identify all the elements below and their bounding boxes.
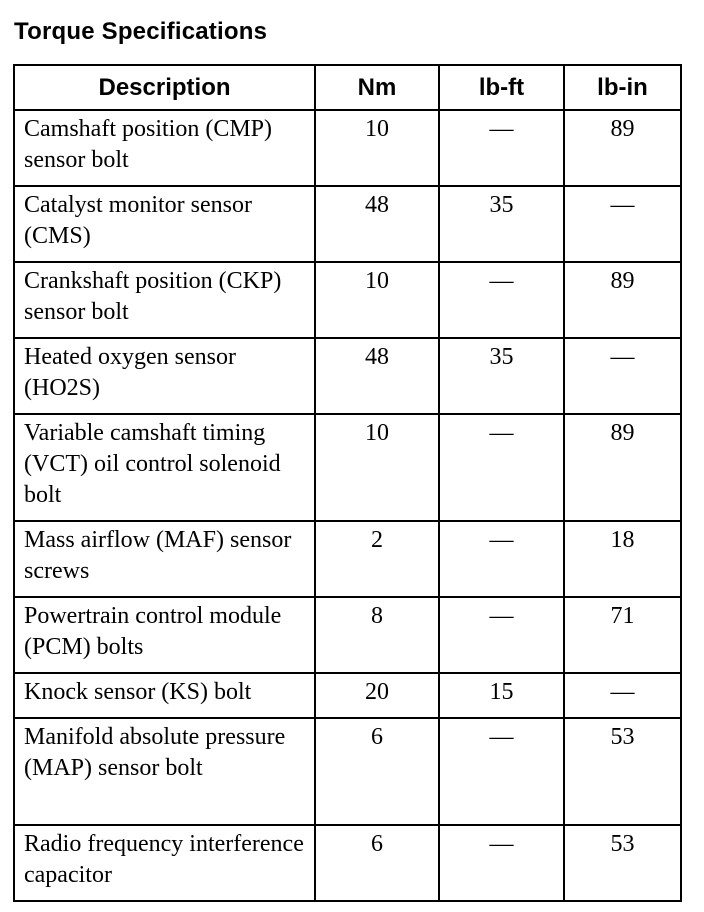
page-title: Torque Specifications	[14, 18, 268, 45]
lb-ft-cell: —	[439, 718, 564, 825]
description-cell: Crankshaft position (CKP) sensor bolt	[14, 262, 315, 338]
nm-cell: 48	[315, 338, 439, 414]
table-row	[14, 414, 681, 521]
lb-ft-cell: —	[439, 597, 564, 673]
lb-ft-cell: —	[439, 262, 564, 338]
nm-cell: 10	[315, 262, 439, 338]
column-header-nm: Nm	[315, 65, 439, 110]
description-cell: Powertrain control module (PCM) bolts	[14, 597, 315, 673]
nm-cell: 8	[315, 597, 439, 673]
table-row	[14, 110, 681, 186]
table-row	[14, 673, 681, 718]
column-header-description: Description	[14, 65, 315, 110]
description-cell: Catalyst monitor sensor (CMS)	[14, 186, 315, 262]
lb-ft-cell: —	[439, 110, 564, 186]
column-header-lb-in: lb-in	[564, 65, 681, 110]
lb-in-cell: 89	[564, 414, 681, 521]
lb-in-cell: —	[564, 186, 681, 262]
lb-ft-cell: —	[439, 521, 564, 597]
nm-cell: 10	[315, 110, 439, 186]
description-cell: Variable camshaft timing (VCT) oil control solenoid bolt	[14, 414, 315, 521]
lb-ft-cell: —	[439, 825, 564, 901]
lb-in-cell: 53	[564, 825, 681, 901]
lb-in-cell: —	[564, 673, 681, 718]
nm-cell: 6	[315, 718, 439, 825]
lb-in-cell: 53	[564, 718, 681, 825]
description-cell: Heated oxygen sensor (HO2S)	[14, 338, 315, 414]
lb-in-cell: 18	[564, 521, 681, 597]
column-header-lb-ft: lb-ft	[439, 65, 564, 110]
description-cell: Manifold absolute pressure (MAP) sensor bolt	[14, 718, 315, 825]
table-row	[14, 597, 681, 673]
lb-in-cell: 89	[564, 262, 681, 338]
nm-cell: 20	[315, 673, 439, 718]
description-cell: Camshaft position (CMP) sensor bolt	[14, 110, 315, 186]
table-row	[14, 186, 681, 262]
table-header-row	[14, 65, 681, 110]
table-row	[14, 718, 681, 825]
lb-ft-cell: —	[439, 414, 564, 521]
nm-cell: 6	[315, 825, 439, 901]
nm-cell: 48	[315, 186, 439, 262]
description-cell: Mass airflow (MAF) sensor screws	[14, 521, 315, 597]
table-row	[14, 262, 681, 338]
torque-specifications-table	[13, 64, 682, 902]
lb-in-cell: 71	[564, 597, 681, 673]
lb-in-cell: 89	[564, 110, 681, 186]
lb-ft-cell: 15	[439, 673, 564, 718]
description-cell: Radio frequency interference capacitor	[14, 825, 315, 901]
nm-cell: 10	[315, 414, 439, 521]
nm-cell: 2	[315, 521, 439, 597]
table-row	[14, 521, 681, 597]
description-cell: Knock sensor (KS) bolt	[14, 673, 315, 718]
lb-ft-cell: 35	[439, 338, 564, 414]
lb-in-cell: —	[564, 338, 681, 414]
lb-ft-cell: 35	[439, 186, 564, 262]
table-row	[14, 825, 681, 901]
table-row	[14, 338, 681, 414]
